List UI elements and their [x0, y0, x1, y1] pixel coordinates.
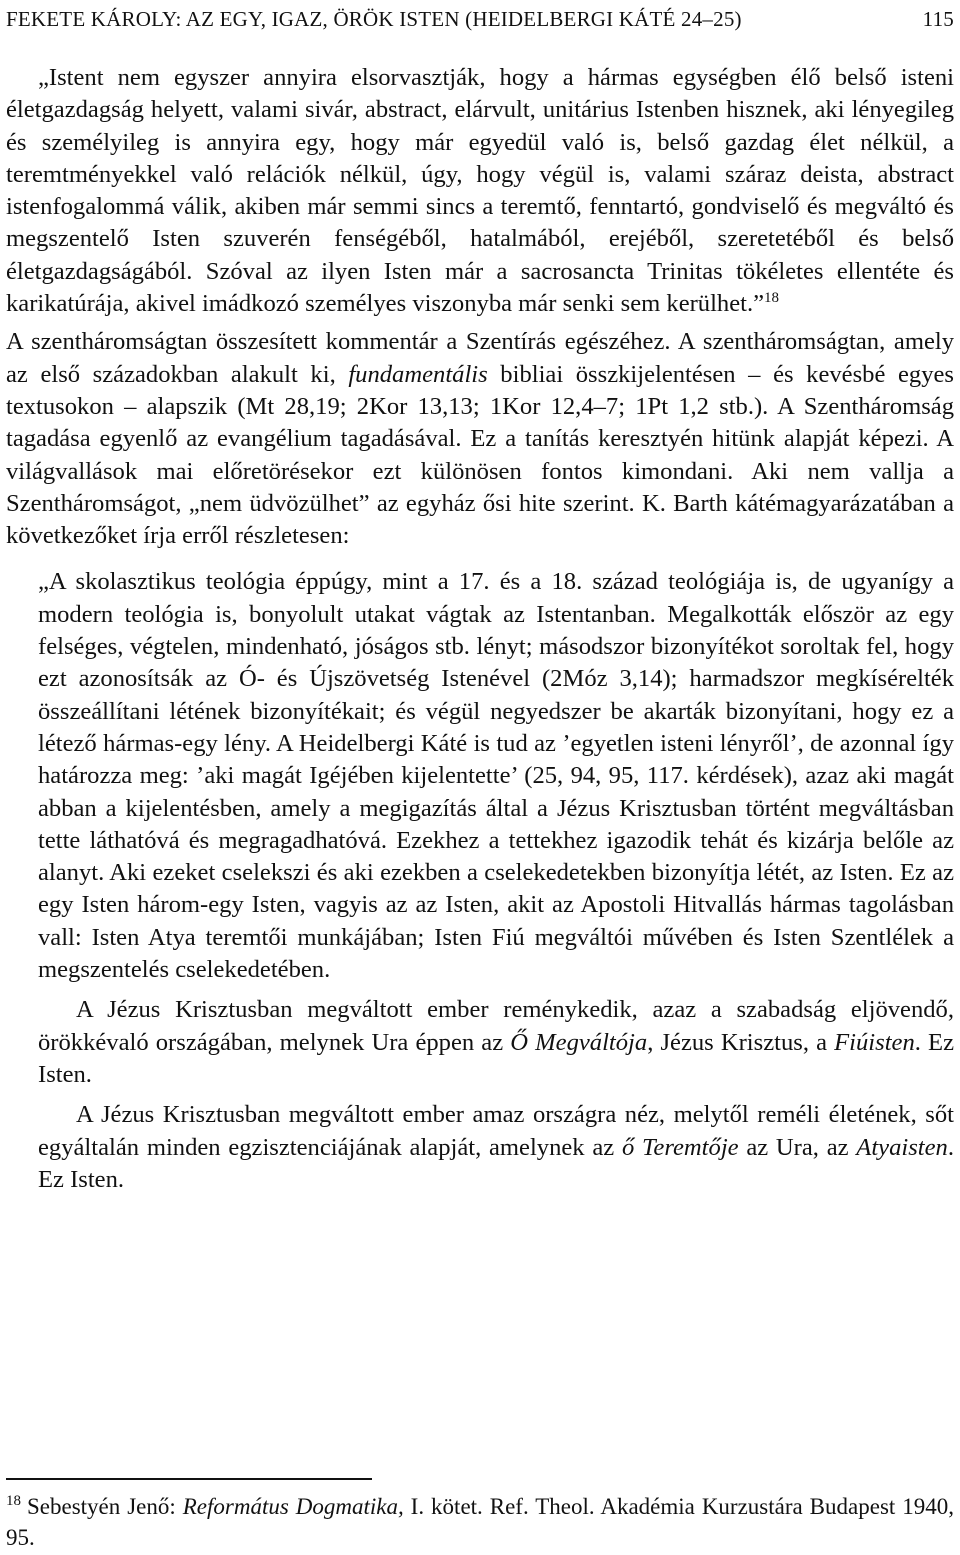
main-paragraph	[6, 326, 954, 552]
quote-3-text-1: A Jézus Krisztusban megváltott ember reménykedik, azaz a szabadság eljövendő, örökkévaló országában, melynek Ura éppen az	[38, 996, 954, 1056]
quote-paragraph-1	[6, 62, 954, 320]
quote-4-text-2: az Ura, az	[738, 1133, 857, 1161]
footnote-number: 18	[6, 1493, 21, 1510]
quote-3-text-2: , Jézus Krisztus, a	[647, 1028, 835, 1056]
quote-4-text-1: A Jézus Krisztusban megváltott ember amaz országra néz, melytől reméli életének, sőt egyáltalán minden egzisztenciájának alapját, amelynek az	[38, 1101, 954, 1161]
block-quote-3	[38, 1099, 954, 1196]
main-text-1: A szentháromságtan összesített kommentár a Szentírás egészéhez. A szentháromságtan, amely az első századokban alakult ki,	[6, 328, 954, 388]
quote-2-text: „A skolasztikus teológia éppúgy, mint a 17. és a 18. század teológiája is, de ugyanígy a modern teológia is, bonyolult utakat vágtak az Istentanban. Megalkották először az egy felséges, végtelen, mindenható, jóságos stb. lényt; másodszor bizonyítékot soroltak fel, hogy ezt azonosítsák az Ó- és Újszövetség Istenével (2Móz 3,14); harmadszor megkísérelték összeállítani létének bizonyítékait; és végül negyedszer be akarták bizonyítani, hogy ez a létező hármas-egy lény. A Heidelbergi Káté is tud az ’egyetlen isteni lényről’, de azonnal így határozza meg: ’aki magát Igéjében kijelentette’ (25, 94, 95, 117. kérdések), azaz aki magát abban a kijelentésben, amely a megigazítás által a Jézus Krisztusban történt megváltásban tette láthatóvá és megragadhatóvá. Ezekhez a tettekhez igazodik tehát és kizárja belőle az alanyt. Aki ezeket cselekszi és aki ezekben a cselekedetekben bizonyítja létét, az Isten. Ez az egy Isten három-egy Isten, vagyis az az Isten, akit az Apostoli Hitvallás hármas tagolásban vall: Isten Atya teremtői munkájában; Isten Fiú megváltói művében és Isten Szentlélek a megszentelés cselekedetében.	[38, 568, 954, 984]
block-quote-1	[38, 566, 954, 986]
quote-3-italic-2: Fiúisten	[834, 1028, 915, 1056]
quote-4-italic-1: ő Teremtője	[621, 1133, 739, 1161]
quote-3-italic-1: Ő Megváltója	[510, 1028, 648, 1056]
block-quote-2	[38, 994, 954, 1091]
quote-3-text-3: . Ez Isten.	[38, 1028, 954, 1088]
page-number: 115	[922, 7, 954, 31]
footnote-text-2: I. kötet. Ref. Theol. Akadémia Kurzustára Budapest 1940, 95.	[6, 1494, 954, 1550]
page-body	[6, 62, 954, 1196]
main-italic-1: fundamentális	[348, 360, 488, 388]
running-title: FEKETE KÁROLY: AZ EGY, IGAZ, ÖRÖK ISTEN (HEIDELBERGI KÁTÉ 24–25)	[6, 7, 742, 31]
footnote-reference: 18	[764, 289, 780, 306]
footnote-italic-1: Református Dogmatika,	[182, 1494, 404, 1519]
quote-4-italic-2: Atyaisten	[856, 1133, 948, 1161]
footnote-divider	[6, 1478, 372, 1480]
running-head	[6, 6, 954, 32]
quote-1-text: „Istent nem egyszer annyira elsorvasztják, hogy a hármas egységben élő belső isteni életgazdagság helyett, valami sivár, abstract, elárvult, unitárius Istenben hisznek, aki lényegileg és személyileg is annyira egy, hogy már egyedül való is, belső gazdag élet nélkül, a teremtményekkel való relációk nélkül, úgy, hogy végül is, valami száraz deista, abstract istenfogalommá válik, akiben már semmi sincs a teremtő, fenntartó, gondviselő és megváltó és megszentelő Isten szuverén fenségéből, hatalmából, erejéből, szeretetéből és belső életgazdagságából. Szóval az ilyen Isten már a sacrosancta Trinitas tökéletes ellentéte és karikatúrája, akivel imádkozó személyes viszonyba már senki sem kerülhet.”	[6, 64, 954, 318]
footnote	[6, 1491, 954, 1553]
footnote-text-1: Sebestyén Jenő:	[27, 1494, 183, 1519]
main-text-2: bibliai összkijelentésen – és kevésbé egyes textusokon – alapszik (Mt 28,19; 2Kor 13,13; 1Kor 12,4–7; 1Pt 1,2 stb.). A Szentháromság tagadása egyenlő az evangélium tagadásával. Ez a tanítás keresztyén hitünk alapját képezi. A világvallások mai előretörésekor ezt különösen fontos kimondani. Aki nem vallja a Szentháromságot, „nem üdvözülhet” az egyház ősi hite szerint. K. Barth kátémagyarázatában a következőket írja erről részletesen:	[6, 360, 954, 550]
quote-4-text-3: . Ez Isten.	[38, 1133, 954, 1193]
